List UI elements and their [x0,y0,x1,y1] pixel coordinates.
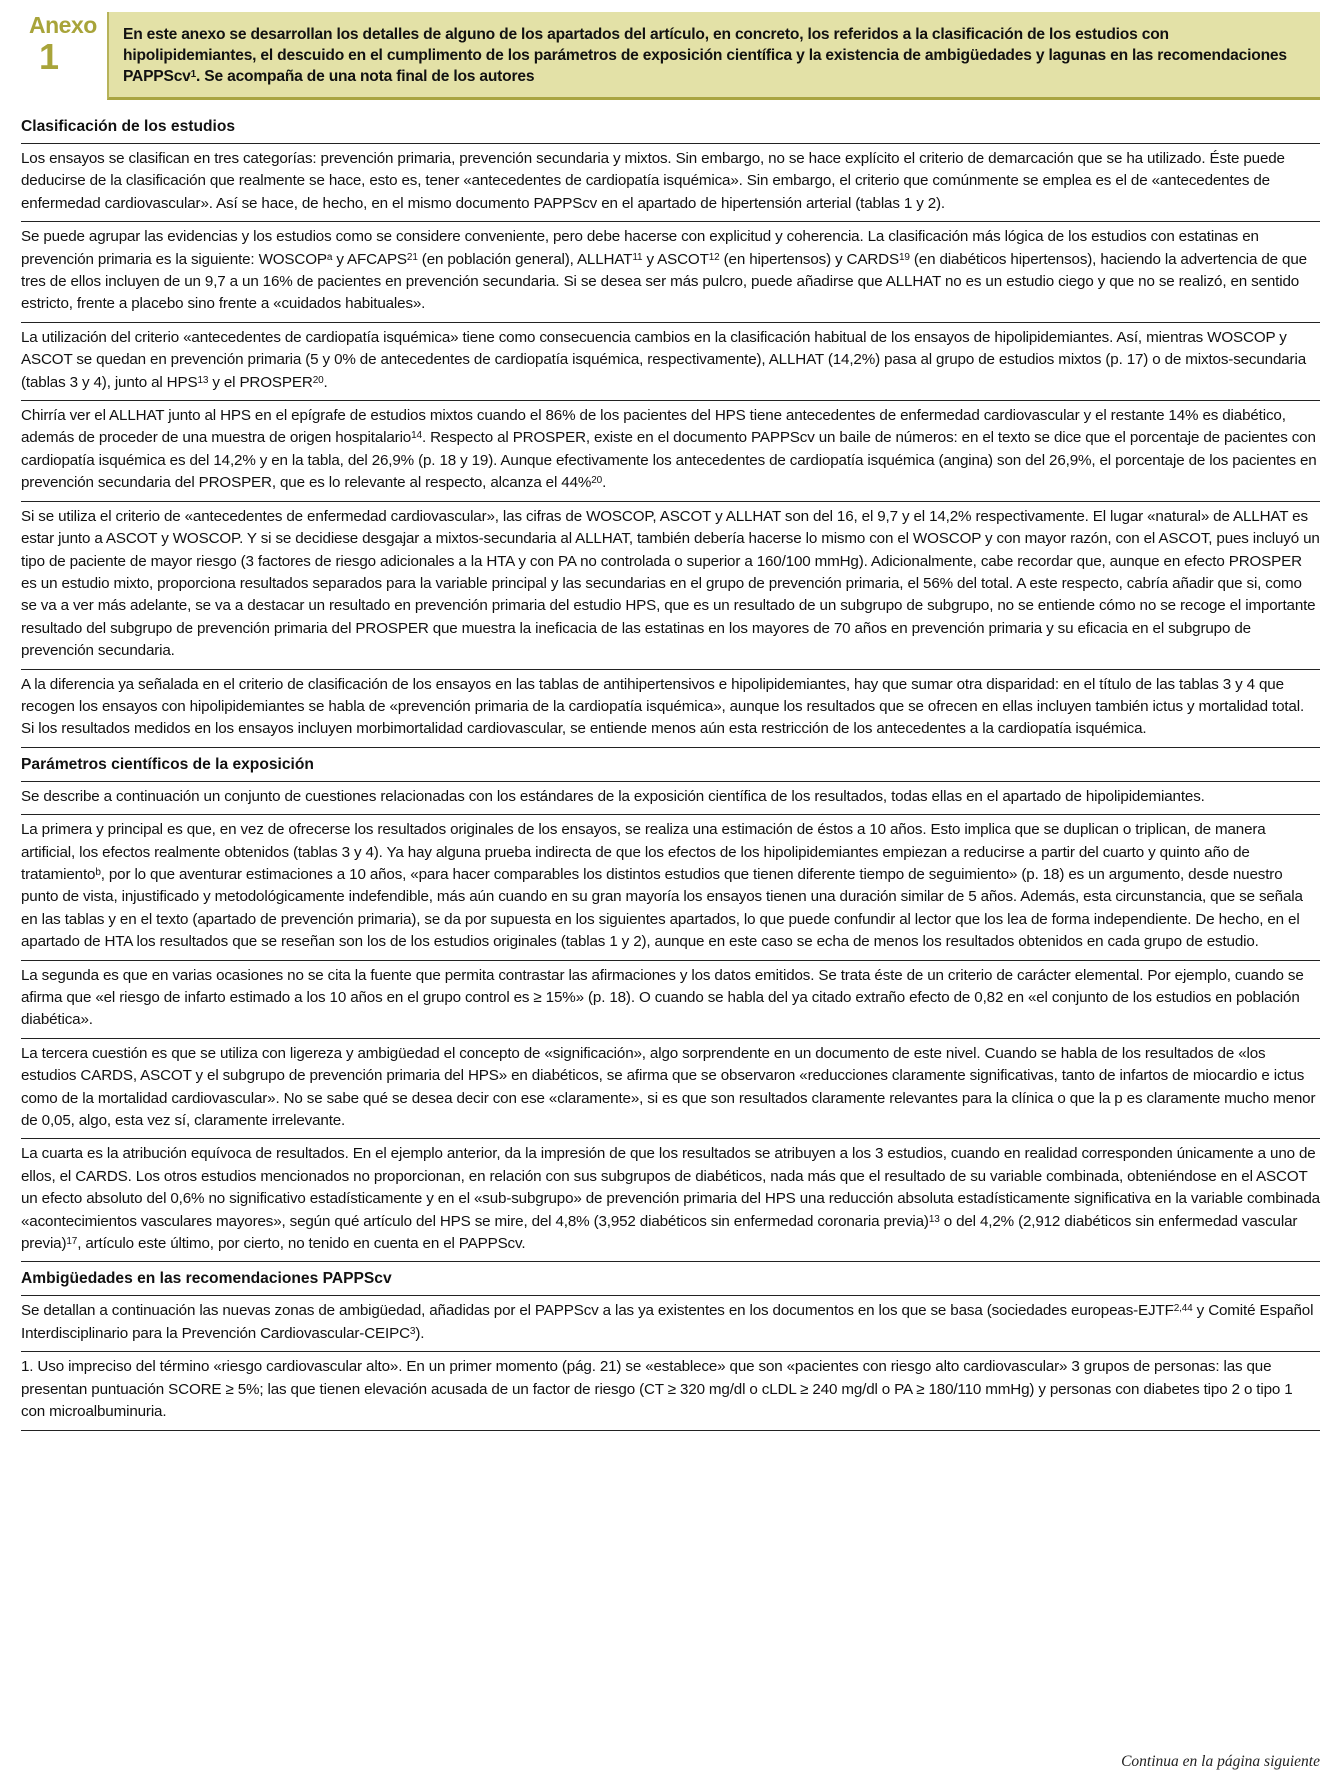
p12-sup-2: 3 [409,1325,416,1337]
annex-intro-text: En este anexo se desarrollan los detalles de alguno de los apartados del artículo, en concreto, los referidos a la clasificación de los estudios con hipolipidemiantes, el descuido en el cumplimento de los parámetros de exposición científica y la existencia de ambigüedades y lagunas en las recomendaciones PAPPScv [123,26,1287,85]
paragraph-8 [21,814,1320,959]
p11-sup-1: 13 [928,1213,940,1225]
section-title-clasificacion: Clasificación de los estudios [21,118,236,135]
p3-text-c: . [323,373,328,391]
paragraph-11 [21,1138,1320,1261]
paragraph-9: La segunda es que en varias ocasiones no se cita la fuente que permita contrastar las afirmaciones y los datos emitidos. Se trata éste de un criterio de carácter elemental. Por ejemplo, cuando se afirma que «el riesgo de infarto estimado a los 10 años en el grupo control es ≥ 15%» (p. 18). O cuando se habla del ya citado extraño efecto de 0,82 en «el conjunto de los estudios en población diabética». [21,960,1320,1038]
p4-text-a: Chirría ver el ALLHAT junto al HPS en el epígrafe de estudios mixtos cuando el 86% de los pacientes del HPS tiene antecedentes de enfermedad cardiovascular y el restante 14% es diabético, además de proceder de una muestra de origen hospitalario [21,407,1286,447]
paragraph-2 [21,221,1320,322]
p2-text-c: (en población general), ALLHAT [417,250,633,268]
p12-text-a: Se detallan a continuación las nuevas zonas de ambigüedad, añadidas por el PAPPScv a las ya existentes en los documentos en los que se basa (sociedades europeas-EJTF [21,1302,1174,1320]
p3-text-b: y el PROSPER [208,373,313,391]
annex-page [21,12,1320,1431]
p4-sup-2: 20 [591,475,603,487]
annex-intro-tail: . Se acompaña de una nota final de los autores [196,68,535,85]
p2-text-e: (en hipertensos) y CARDS [719,250,899,268]
p8-text-b: , por lo que aventurar estimaciones a 10 años, «para hacer comparables los distintos estudios que tienen diferente tiempo de seguimiento» (p. 18) es un argumento, desde nuestro punto de vista, injustificado y metodológicamente indefendible, más aún cuando en su gran mayoría los ensayos tienen una duración similar de 5 años. Además, esta circunstancia, que se señala en las tablas y en el texto (apartado de prevención primaria), se da por supuesta en los siguientes apartados, lo que puede confundir al lector que los lea de forma independiente. De hecho, en el apartado de HTA los resultados que se reseñan son los de los estudios originales (tablas 1 y 2), aunque en este caso se echa de menos los resultados obtenidos en cada grupo de estudio. [21,865,1303,951]
paragraph-10: La tercera cuestión es que se utiliza con ligereza y ambigüedad el concepto de «significación», algo sorprendente en un documento de este nivel. Cuando se habla de los resultados de «los estudios CARDS, ASCOT y el subgrupo de prevención primaria del HPS» en diabéticos, se afirma que se observaron «reducciones claramente significativas, tanto de infartos de miocardio e ictus como de la mortalidad cardiovascular». No se sabe qué se desea decir con ese «claramente», si es que son resultados claramente relevantes para la clínica o que la p es claramente mucho menor de 0,05, algo, esta vez sí, claramente irrelevante. [21,1038,1320,1139]
p2-text-a: Se puede agrupar las evidencias y los estudios como se considere conveniente, pero debe hacerse con explicitud y coherencia. La clasificación más lógica de los estudios con estatinas en prevención primaria es la siguiente: WOSCOP [21,228,1259,268]
annex-label [21,12,107,100]
paragraph-6: A la diferencia ya señalada en el criterio de clasificación de los ensayos en las tablas de antihipertensivos e hipolipidemiantes, hay que sumar otra disparidad: en el título de las tablas 3 y 4 que recogen los ensayos con hipolipidemiantes se habla de «prevención primaria de la cardiopatía isquémica», aunque los resultados que se ofrecen en ellas incluyen también ictus y mortalidad total. Si los resultados medidos en los ensayos incluyen morbimortalidad cardiovascular, se entiende menos aún esta restricción de los antecedentes a la cardiopatía isquémica. [21,669,1320,747]
p2-text-d: y ASCOT [642,250,709,268]
paragraph-1: Los ensayos se clasifican en tres categorías: prevención primaria, prevención secundaria y mixtos. Sin embargo, no se hace explícito el criterio de demarcación que se ha utilizado. Éste puede deducirse de la clasificación que realmente se hace, esto es, tener «antecedentes de cardiopatía isquémica». Sin embargo, el criterio que comúnmente se emplea es el de «antecedentes de enfermedad cardiovascular». Así se hace, de hecho, en el mismo documento PAPPScv en el apartado de hipertensión arterial (tablas 1 y 2). [21,143,1320,221]
p4-text-b: . Respecto al PROSPER, existe en el documento PAPPScv un baile de números: en el texto se dice que el porcentaje de pacientes con cardiopatía isquémica es del 14,2% y en la tabla, del 26,9% (p. 18 y 19). Aunque efectivamente los antecedentes de cardiopatía isquémica (angina) son del 26,9%, el porcentaje de los pacientes en prevención secundaria del PROSPER, que es lo relevante al respecto, alcanza el 44% [21,429,1317,492]
paragraph-12 [21,1295,1320,1351]
p3-sup-2: 20 [312,374,324,386]
p8-text-a: La primera y principal es que, en vez de ofrecerse los resultados originales de los ensayos, se realiza una estimación de éstos a 10 años. Esto implica que se duplican o triplican, de manera artificial, los efectos realmente obtenidos (tablas 3 y 4). Ya hay alguna prueba indirecta de que los efectos de los hipolipidemiantes empiezan a reducirse a partir del cuarto y quinto año de tratamiento [21,821,1266,883]
p2-sup-3: 11 [632,251,643,263]
p2-sup-5: 19 [898,251,910,263]
p4-text-c: . [602,474,607,492]
p8-sup-1: b [95,866,101,878]
section-title-ambiguedades: Ambigüedades en las recomendaciones PAPPScv [21,1261,1320,1295]
p3-text-a: La utilización del criterio «antecedentes de cardiopatía isquémica» tiene como consecuencia cambios en la clasificación habitual de los ensayos de hipolipidemiantes. Así, mientras WOSCOP y ASCOT se quedan en prevención primaria (5 y 0% de antecedentes de cardiopatía isquémica, respectivamente), ALLHAT (14,2%) pasa al grupo de estudios mixtos (p. 17) o de mixtos-secundaria (tablas 3 y 4), junto al HPS [21,328,1306,391]
p11-text-c: , artículo este último, por cierto, no tenido en cuenta en el PAPPScv. [77,1235,526,1253]
p11-text-b: o del 4,2% (2,912 diabéticos sin enfermedad vascular previa) [21,1212,1298,1253]
paragraph-4 [21,400,1320,501]
annex-intro-box [107,12,1320,100]
p2-text-f: (en diabéticos hipertensos), haciendo la advertencia de que tres de ellos incluyen de un 9,7 a un 16% de pacientes en prevención secundaria. Si se desea ser más pulcro, puede añadirse que ALLHAT no es un estudio ciego y que no se realizó, en sentido estricto, frente a placebo sino frente a «cuidados habituales». [21,250,1307,313]
p12-text-b: y Comité Español Interdisciplinario para la Prevención Cardiovascular-CEIPC [21,1302,1314,1342]
p2-sup-2: 21 [406,251,418,263]
p4-sup-1: 14 [411,430,422,442]
p2-sup-4: 12 [708,251,720,263]
p3-sup-1: 13 [197,374,209,386]
annex-intro-sup: 1 [190,69,197,80]
paragraph-13: 1. Uso impreciso del término «riesgo cardiovascular alto». En un primer momento (pág. 21) se «establece» que son «pacientes con riesgo alto cardiovascular» 3 grupos de personas: las que presentan puntuación SCORE ≥ 5%; las que tienen elevación acusada de un factor de riesgo (CT ≥ 320 mg/dl o cLDL ≥ 240 mg/dl o PA ≥ 180/110 mmHg) y personas con diabetes tipo 2 o tipo 1 con microalbuminuria. [21,1351,1320,1430]
p11-text-a: La cuarta es la atribución equívoca de resultados. En el ejemplo anterior, da la impresión de que los resultados se atribuyen a los 3 estudios, cuando en realidad corresponden únicamente a uno de ellos, el CARDS. Los otros estudios mencionados no proporcionan, en relación con sus subgrupos de diabéticos, nada más que el resultado de su variable combinada, obteniéndose en el ASCOT un efecto absoluto del 0,6% no significativo estadísticamente y en el «sub-subgrupo» de prevención primaria del HPS una reducción absoluta estadísticamente significativa en la variable combinada «acontecimientos vasculares mayores», según qué artículo del HPS se mire, del 4,8% (3,952 diabéticos sin enfermedad coronaria previa) [21,1145,1320,1230]
paragraph-7: Se describe a continuación un conjunto de cuestiones relacionadas con los estándares de la exposición científica de los resultados, todas ellas en el apartado de hipolipidemiantes. [21,781,1320,814]
annex-number: 1 [39,36,60,77]
p12-sup-1: 2,44 [1173,1303,1193,1315]
section-title-parametros: Parámetros científicos de la exposición [21,747,1320,781]
p2-text-b: y AFCAPS [332,250,407,268]
annex-word: Anexo [29,12,97,38]
continuation-note: Continua en la página siguiente [1121,1753,1320,1770]
p2-sup-1: a [326,251,333,263]
paragraph-3 [21,322,1320,400]
paragraph-5: Si se utiliza el criterio de «antecedentes de enfermedad cardiovascular», las cifras de WOSCOP, ASCOT y ALLHAT son del 16, el 9,7 y el 14,2% respectivamente. El lugar «natural» de ALLHAT es estar junto a ASCOT y WOSCOP. Y si se decidiese desgajar a mixtos-secundaria al ALLHAT, también debería hacerse lo mismo con el WOSCOP y con mayor razón, con el ASCOT, pues incluyó un tipo de paciente de mayor riesgo (3 factores de riesgo adicionales a la HTA y con PA no controlada o superior a 160/100 mmHg). Adicionalmente, cabe recordar que, aunque en efecto PROSPER es un estudio mixto, proporciona resultados separados para la variable principal y las secundarias en el grupo de prevención primaria, el 56% del total. A este respecto, cabría añadir que si, como se va a ver más adelante, se va a destacar un resultado en prevención primaria del estudio HPS, que es un resultado de un subgrupo de subgrupo, no se entiende cómo no se recoge el importante resultado del subgrupo de prevención primaria del PROSPER que muestra la ineficacia de las estatinas en los mayores de 70 años en prevención primaria y su eficacia en el subgrupo de prevención secundaria. [21,501,1320,669]
p12-text-c: ). [415,1324,425,1342]
p11-sup-2: 17 [66,1236,78,1248]
annex-header [21,12,1320,100]
